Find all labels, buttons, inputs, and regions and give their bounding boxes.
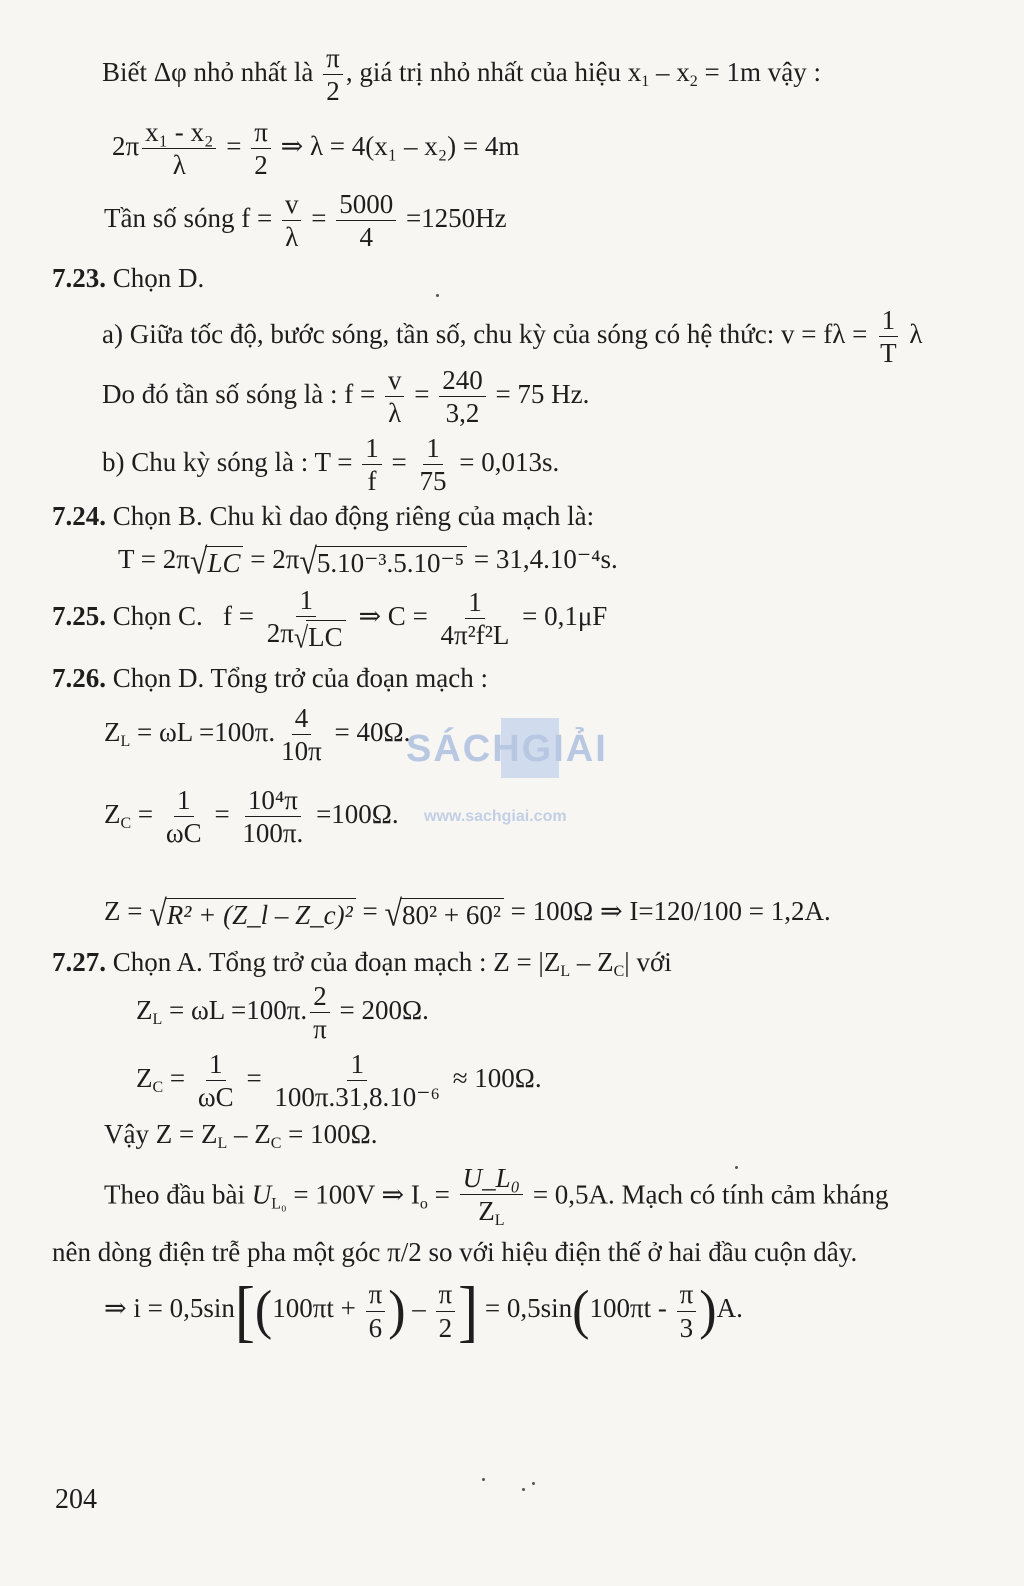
text: =: [355, 895, 385, 926]
denominator: 10π: [281, 736, 322, 767]
square-root: √LC: [294, 620, 346, 651]
subscript: L: [494, 1212, 505, 1230]
line-17: [136, 1050, 542, 1112]
fraction: [282, 190, 302, 252]
question-number: 7.24.: [52, 501, 106, 531]
text: λ: [902, 319, 923, 350]
fraction: [336, 190, 396, 252]
text: = 0,5sin: [478, 1293, 573, 1324]
denominator: 100π.31,8.10⁻⁶: [274, 1082, 440, 1113]
text: Theo đầu bài: [104, 1179, 252, 1210]
text: = 0,1μF: [515, 601, 608, 632]
subscript: L: [120, 733, 131, 751]
text: Z: [136, 1063, 153, 1094]
square-root: √5.10⁻³.5.10⁻⁵: [299, 544, 467, 579]
fraction: [362, 434, 382, 496]
subscript: o: [419, 1195, 428, 1213]
page-number: 204: [55, 1484, 97, 1515]
line-1: [102, 44, 821, 106]
denominator: T: [880, 338, 897, 369]
radicand: 5.10⁻³.5.10⁻⁵: [315, 546, 467, 579]
fraction: [278, 704, 325, 766]
denominator: 2: [326, 76, 340, 107]
numerator: π: [323, 44, 343, 75]
text: = 0,013s.: [452, 447, 560, 478]
text: =: [219, 131, 249, 162]
text: =: [304, 203, 334, 234]
text: = 100V ⇒ I: [286, 1179, 420, 1210]
text: = 1m vậy :: [697, 57, 821, 88]
subscript: L: [560, 963, 571, 980]
text: ⇒ C =: [351, 601, 435, 632]
line-9: [118, 540, 618, 582]
line-7: [102, 434, 559, 496]
denominator: 100π.: [242, 818, 304, 849]
line-18: [104, 1120, 377, 1153]
text: Chọn D. Tổng trở của đoạn mạch :: [106, 663, 488, 693]
denominator: 75: [419, 466, 447, 497]
radicand: LC: [306, 620, 346, 651]
fraction: [366, 1280, 386, 1342]
line-20: [52, 1238, 857, 1268]
text: , giá trị nhỏ nhất của hiệu x: [345, 57, 642, 88]
text: Chọn D.: [106, 263, 205, 293]
denominator: [264, 617, 349, 655]
text: Z: [104, 717, 121, 748]
fraction: [264, 585, 349, 655]
denominator: π: [313, 1014, 327, 1045]
text: ≈ 100Ω.: [445, 1063, 542, 1094]
text: Z: [136, 995, 153, 1026]
line-13: [104, 786, 399, 848]
denominator: 4: [359, 222, 373, 253]
text: – Z: [227, 1119, 271, 1149]
text: Z =: [104, 895, 150, 926]
numerator: 1: [174, 786, 194, 817]
fraction: [436, 1280, 456, 1342]
fraction: [439, 366, 486, 428]
question-7-26: [52, 664, 488, 694]
numerator: π: [436, 1280, 456, 1311]
text: ⇒ i = 0,5sin: [104, 1293, 235, 1324]
denominator-text: 2π: [266, 618, 294, 649]
question-number: 7.25.: [52, 601, 106, 632]
watermark-url: www.sachgiai.com: [424, 808, 567, 825]
text: = 100Ω ⇒ I=120/100 = 1,2A.: [503, 895, 831, 926]
text: 100πt +: [272, 1293, 363, 1324]
numerator: π: [251, 118, 271, 149]
text: – x: [649, 57, 690, 88]
denominator: 4π²f²L: [440, 620, 510, 651]
numerator: 4: [292, 704, 312, 735]
text: = 200Ω.: [332, 995, 429, 1026]
text: = 31,4.10⁻⁴s.: [467, 543, 618, 574]
text: Biết Δφ nhỏ nhất là: [102, 57, 314, 88]
line-19: [104, 1164, 888, 1230]
denominator-text: Z: [478, 1196, 495, 1227]
question-number: 7.23.: [52, 263, 106, 293]
fraction: [163, 786, 205, 848]
text: =: [427, 1179, 457, 1210]
denominator: λ: [388, 398, 402, 429]
numerator: 240: [439, 366, 486, 397]
square-root: √R² + (Z_l – Z_c)²: [149, 896, 355, 931]
text: A.: [716, 1293, 743, 1324]
question-7-25: [52, 585, 608, 655]
numerator: 1: [347, 1050, 367, 1081]
text: Vậy Z = Z: [104, 1119, 218, 1149]
radicand: 80² + 60²: [400, 898, 504, 931]
fraction: [195, 1050, 237, 1112]
scan-speck: [482, 1478, 485, 1481]
scan-speck: [436, 294, 439, 297]
text: | với: [624, 947, 672, 977]
text: = 75 Hz.: [488, 379, 590, 410]
radicand: LC: [207, 548, 241, 578]
text: T = 2π: [118, 543, 190, 574]
denominator: λ: [285, 222, 299, 253]
question-7-24: [52, 502, 594, 532]
subscript: C: [270, 1135, 282, 1152]
fraction: [310, 982, 330, 1044]
numerator: 10⁴π: [245, 786, 301, 817]
line-12: [104, 704, 410, 766]
numerator: 5000: [336, 190, 396, 221]
text: Chọn B. Chu kì dao động riêng của mạch là:: [106, 501, 595, 531]
text: =100Ω.: [309, 799, 399, 830]
line-14: [104, 892, 831, 934]
text: 2π: [112, 131, 140, 162]
text: b) Chu kỳ sóng là : T =: [102, 447, 360, 478]
text: =: [163, 1063, 192, 1094]
text: = ωL =100π.: [130, 717, 276, 748]
question-7-23: [52, 264, 204, 294]
denominator: λ: [172, 150, 186, 181]
line-16: [136, 982, 429, 1044]
denominator: ωC: [165, 818, 202, 849]
text: = 100Ω.: [281, 1119, 378, 1149]
question-7-27: [52, 948, 672, 981]
subscript: C: [613, 963, 625, 980]
text: a) Giữa tốc độ, bước sóng, tần số, chu kỳ của sóng có hệ thức: v = fλ =: [102, 319, 875, 350]
fraction: [251, 118, 271, 180]
subscript: L: [152, 1011, 163, 1029]
line-21: ⇒ i = 0,5sin[(100πt + $\frac{\pi}{6}$ ) – $\frac{\pi}{2}$ ] = 0,5sin(100πt - $\frac{\pi}{3}$ )A.: [104, 1273, 743, 1349]
numerator: 2: [310, 982, 330, 1013]
fraction: [438, 588, 513, 650]
scan-speck: [532, 1482, 535, 1485]
text: – Z: [570, 947, 614, 977]
text: Tần số sóng f =: [104, 203, 279, 234]
fraction: [460, 1164, 523, 1230]
scan-speck: [522, 1488, 525, 1491]
text: = 0,5A. Mạch có tính cảm kháng: [526, 1179, 889, 1210]
subscript: 2: [689, 73, 698, 91]
text: Z: [104, 799, 121, 830]
text: 100πt -: [589, 1293, 674, 1324]
denominator: 6: [368, 1312, 383, 1343]
square-root: √LC: [190, 544, 244, 579]
scan-speck: [735, 1166, 738, 1169]
numerator: π: [677, 1280, 697, 1311]
subscript: C: [152, 1079, 164, 1097]
text: = 2π: [243, 543, 300, 574]
text: =1250Hz: [399, 203, 507, 234]
text: = 40Ω.: [327, 717, 411, 748]
fraction: [416, 434, 449, 496]
denominator: 2: [254, 150, 268, 181]
text: f =: [223, 601, 261, 632]
denominator: ωC: [197, 1082, 234, 1113]
line-6: [102, 366, 589, 428]
text: = ωL =100π.: [162, 995, 308, 1026]
numerator: π: [366, 1280, 386, 1311]
fraction: [239, 786, 306, 848]
fraction: [877, 306, 900, 368]
text: Do đó tần số sóng là : f =: [102, 379, 382, 410]
line-3: [104, 190, 507, 252]
text: =: [207, 799, 237, 830]
watermark: [406, 728, 608, 825]
numerator: 1: [465, 588, 485, 619]
numerator: v: [282, 190, 302, 221]
text: –: [405, 1293, 433, 1324]
question-number: 7.26.: [52, 663, 106, 693]
fraction: [271, 1050, 443, 1112]
numerator: U_L₀: [460, 1164, 523, 1195]
numerator: 1: [296, 586, 316, 617]
numerator: 1: [423, 434, 443, 465]
line-5: [102, 306, 922, 368]
numerator: 1: [879, 306, 899, 337]
radicand: R² + (Z_l – Z_c)²: [166, 900, 353, 930]
text: Chọn A. Tổng trở của đoạn mạch : Z = |Z: [106, 947, 561, 977]
subscript: L₀: [271, 1195, 287, 1213]
variable: U: [251, 1179, 272, 1210]
numerator: 1: [362, 434, 382, 465]
numerator: 1: [206, 1050, 226, 1081]
text: =: [239, 1063, 269, 1094]
fraction: [142, 118, 216, 180]
numerator: v: [385, 366, 405, 397]
text: =: [384, 447, 414, 478]
denominator: [475, 1195, 507, 1230]
fraction: [323, 44, 343, 106]
denominator: 2: [438, 1312, 453, 1343]
text: =: [131, 799, 160, 830]
denominator: 3: [679, 1312, 694, 1343]
denominator: f: [367, 466, 377, 497]
fraction: [677, 1280, 697, 1342]
numerator: x₁ - x₂: [142, 118, 216, 149]
text: =: [407, 379, 437, 410]
subscript: 1: [641, 73, 650, 91]
question-number: 7.27.: [52, 947, 106, 977]
text: Chọn C.: [106, 601, 203, 632]
denominator: 3,2: [445, 398, 480, 429]
watermark-title: SÁCHGIẢI: [406, 728, 608, 770]
subscript: C: [120, 815, 132, 833]
text: nên dòng điện trễ pha một góc π/2 so với hiệu điện thế ở hai đầu cuộn dây.: [52, 1237, 858, 1267]
text: ⇒ λ = 4(x₁ – x₂) = 4m: [273, 131, 520, 162]
subscript: L: [217, 1135, 228, 1152]
square-root: √80² + 60²: [384, 896, 503, 931]
line-2: [112, 118, 519, 180]
fraction: [385, 366, 405, 428]
